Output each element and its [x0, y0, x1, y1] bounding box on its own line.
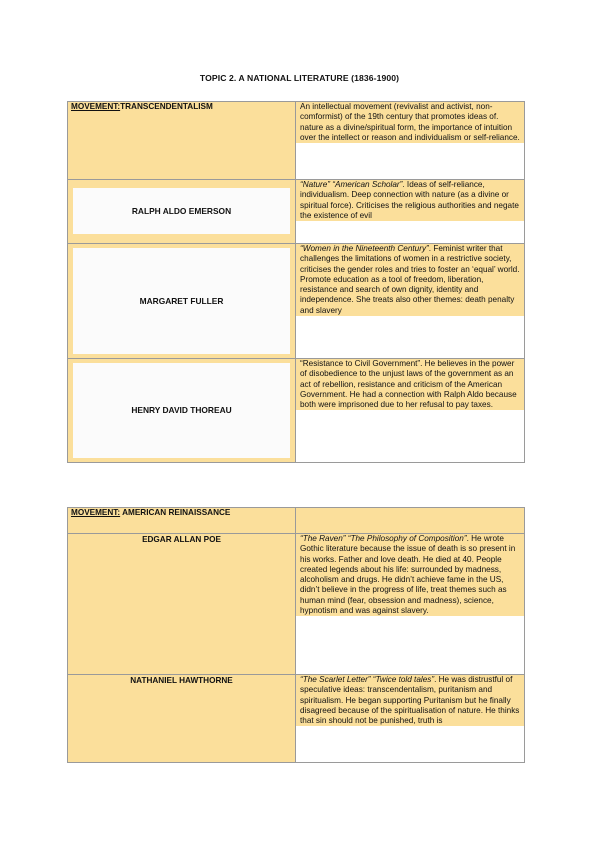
movement-description: An intellectual movement (revivalist and activist, non-comformist) of the 19th century that promotes ideas of. nature as a divine/spiritual form, the importance of intuition over the intellect or reason and individualism or self-reliance. — [296, 102, 524, 143]
author-description — [296, 180, 524, 221]
works-description: . He was distrustful of speculative ideas: transcendentalism, puritanism and spiritualism. He began supporting Puritanism but he finally disagreed because of the spiritualisation of nature. He thinks that sin should not be punished, truth is — [300, 675, 520, 726]
author-cell — [68, 244, 296, 359]
author-name: MARGARET FULLER — [73, 248, 290, 354]
movement-name: TRANSCENDENTALISM — [120, 102, 213, 111]
author-name: HENRY DAVID THOREAU — [73, 363, 290, 458]
author-cell — [68, 180, 296, 244]
table-row — [68, 534, 525, 675]
author-description-cell — [296, 244, 525, 359]
author-cell — [68, 675, 296, 763]
author-name: RALPH ALDO EMERSON — [73, 188, 290, 234]
movement-header-cell — [68, 102, 296, 180]
transcendentalism-table — [67, 101, 525, 463]
author-description — [296, 244, 524, 316]
author-cell — [68, 534, 296, 675]
movement-header — [68, 102, 295, 112]
author-description — [296, 534, 524, 616]
works-description: . Ideas of self-reliance, individualism. Deep connection with nature (as a divine or spiritual force). Criticises the religious authorities and negate the existence of evil — [300, 180, 519, 220]
author-description-cell — [296, 534, 525, 675]
author-description — [296, 675, 524, 726]
movement-description-cell — [296, 102, 525, 180]
author-description: “Resistance to Civil Government”. He believes in the power of disobedience to the unjust laws of the government as an act of rebellion, resistance and criticism of the American Government. He had a connection with Ralph Aldo because both were imprisoned due to her refusal to pay taxes. — [296, 359, 524, 410]
author-description-cell — [296, 359, 525, 463]
works-titles: “Women in the Nineteenth Century” — [300, 244, 429, 253]
works-titles: “Nature” “American Scholar” — [300, 180, 403, 189]
works-titles: “The Scarlet Letter” “Twice told tales” — [300, 675, 435, 684]
author-name: EDGAR ALLAN POE — [142, 535, 221, 544]
american-renaissance-table — [67, 507, 525, 763]
table-row — [68, 675, 525, 763]
table-row — [68, 180, 525, 244]
table-row — [68, 508, 525, 534]
movement-header — [68, 508, 295, 518]
author-description-cell — [296, 180, 525, 244]
table-row — [68, 244, 525, 359]
movement-header-cell — [68, 508, 296, 534]
works-titles: “The Raven” “The Philosophy of Composition” — [300, 534, 467, 543]
empty-header-cell — [296, 508, 525, 534]
works-description: . He wrote Gothic literature because the issue of death is so present in his works. Father and love death. He died at 40. People created legends about his life: surrounded by madness, alcoholism and drugs. He didn’t achieve fame in the US, didn’t believe in the progress of life, treat themes such as human mind (fear, obsession and madness), science, hypnotism and was against slavery. — [300, 534, 516, 616]
table-row — [68, 102, 525, 180]
movement-label: MOVEMENT: — [71, 102, 121, 111]
author-description-cell — [296, 675, 525, 763]
page-title: TOPIC 2. A NATIONAL LITERATURE (1836-1900) — [199, 73, 400, 83]
author-name: NATHANIEL HAWTHORNE — [130, 676, 233, 685]
movement-label: MOVEMENT: — [71, 508, 121, 517]
works-description: . Feminist writer that challenges the limitations of women in a restrictive society, criticises the gender roles and tries to foster an ‘equal’ world. Promote education as a tool of freedom, liberation, resistance and search of own dignity, identity and independence. She treats also other themes: death penalty and slavery — [300, 244, 520, 315]
table-row — [68, 359, 525, 463]
movement-name: AMERICAN REINAISSANCE — [120, 508, 231, 517]
author-cell — [68, 359, 296, 463]
